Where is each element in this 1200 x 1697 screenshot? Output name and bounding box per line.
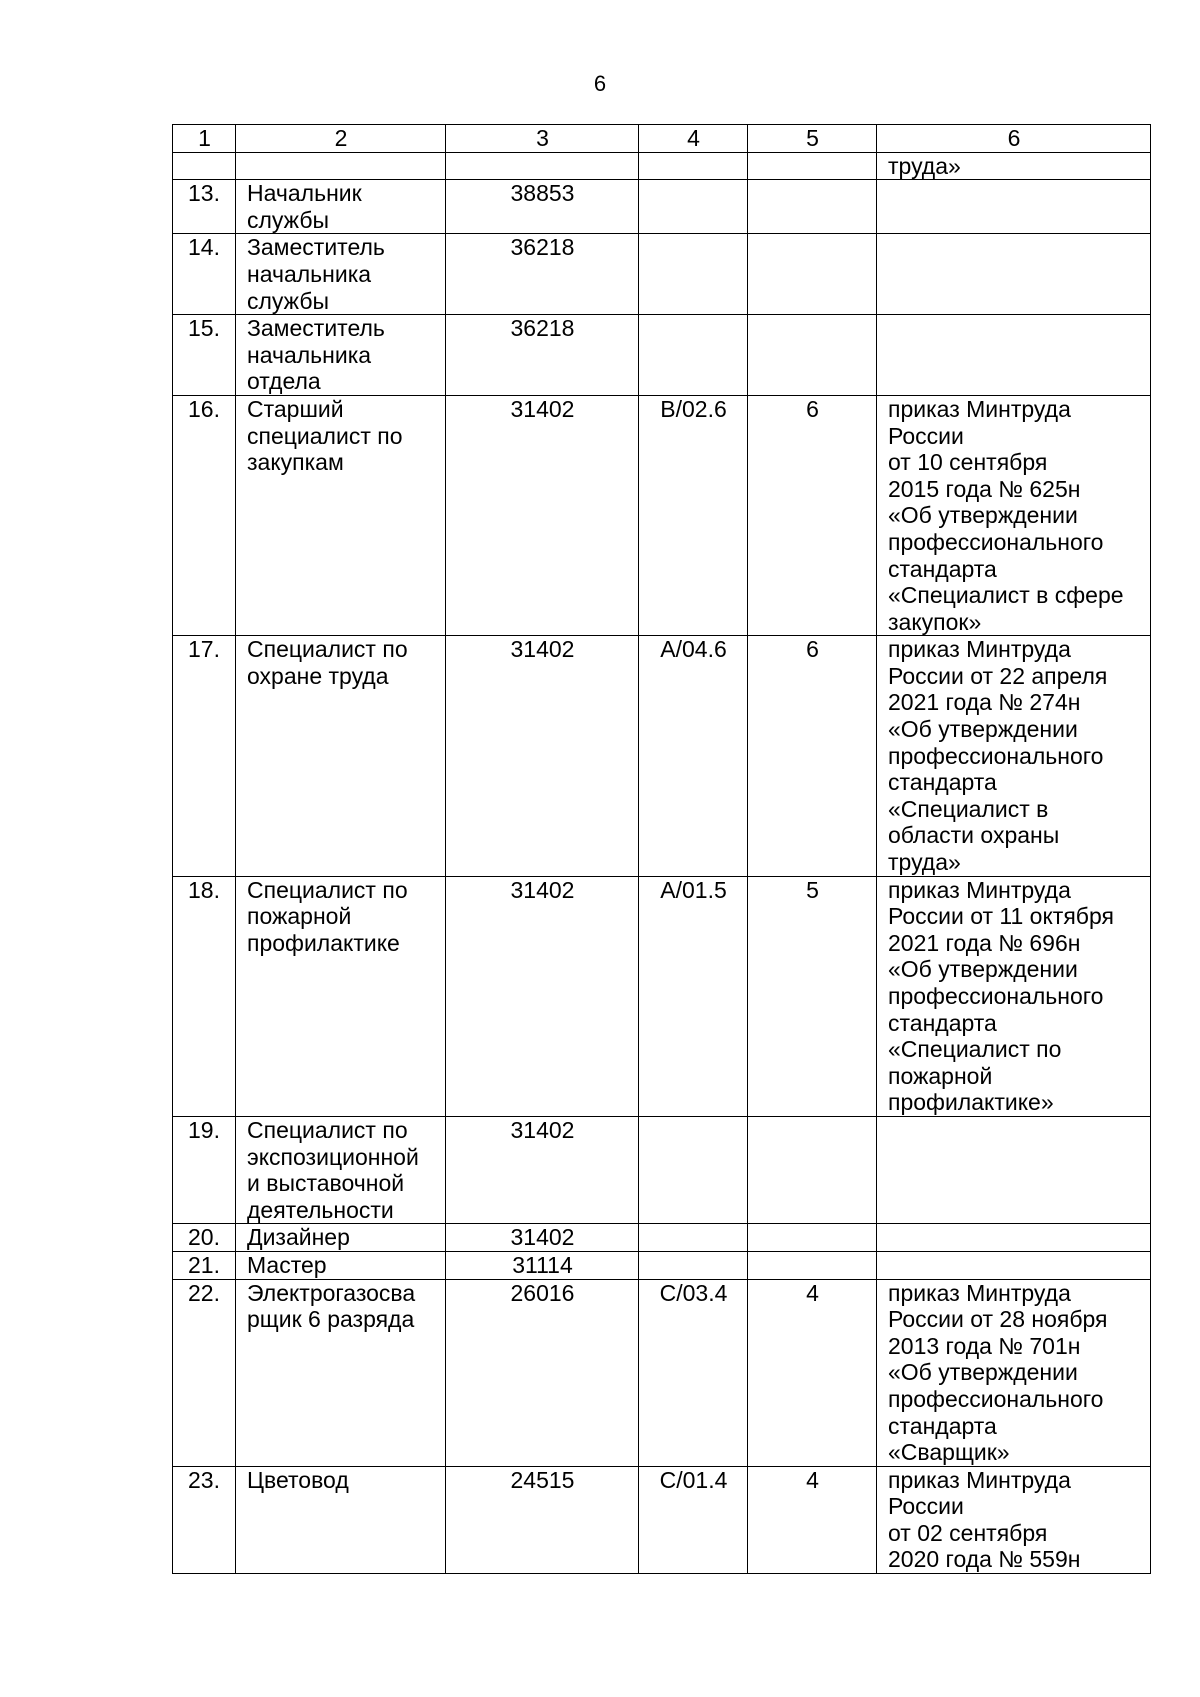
qualification-level: 4 (748, 1466, 877, 1573)
table-header-row (173, 125, 1151, 153)
function-code: С/03.4 (639, 1279, 748, 1466)
row-number: 19. (173, 1116, 236, 1223)
position-code: 31402 (446, 1224, 639, 1252)
professional-standard (877, 1224, 1151, 1252)
position-name: Специалист по охране труда (236, 636, 446, 876)
table-row (173, 395, 1151, 635)
position-code: 26016 (446, 1279, 639, 1466)
table-row (173, 1466, 1151, 1573)
row-number: 18. (173, 876, 236, 1116)
header-cell: 6 (877, 125, 1151, 153)
function-code: А/04.6 (639, 636, 748, 876)
function-code: С/01.4 (639, 1466, 748, 1573)
position-name: Старший специалист по закупкам (236, 395, 446, 635)
function-code (639, 1116, 748, 1223)
position-name: Начальник службы (236, 180, 446, 234)
qualification-level (748, 1224, 877, 1252)
professional-standard (877, 315, 1151, 396)
professional-standard (877, 1116, 1151, 1223)
table-row (173, 1251, 1151, 1279)
position-code: 36218 (446, 234, 639, 315)
table-row (173, 636, 1151, 876)
professional-standard: приказ Минтруда России от 28 ноября 2013 года № 701н «Об утверждении профессионального стандарта «Сварщик» (877, 1279, 1151, 1466)
table-row (173, 1224, 1151, 1252)
table-row (173, 1116, 1151, 1223)
position-name: Мастер (236, 1251, 446, 1279)
page-number: 6 (593, 71, 607, 96)
qualification-level (748, 234, 877, 315)
header-cell: 4 (639, 125, 748, 153)
professional-standard (877, 1251, 1151, 1279)
table-row (173, 876, 1151, 1116)
position-code: 38853 (446, 180, 639, 234)
qualification-level (748, 1251, 877, 1279)
position-name: Цветовод (236, 1466, 446, 1573)
table-row (173, 234, 1151, 315)
qualification-level: 6 (748, 395, 877, 635)
professional-standard: приказ Минтруда России от 02 сентября 2020 года № 559н (877, 1466, 1151, 1573)
position-name: Заместитель начальника службы (236, 234, 446, 315)
positions-table (172, 124, 1151, 1574)
position-code: 31402 (446, 395, 639, 635)
header-cell: 5 (748, 125, 877, 153)
table-row (173, 152, 1151, 180)
professional-standard: труда» (877, 152, 1151, 180)
qualification-level: 4 (748, 1279, 877, 1466)
function-code: В/02.6 (639, 395, 748, 635)
qualification-level (748, 180, 877, 234)
function-code (639, 1224, 748, 1252)
function-code (639, 234, 748, 315)
row-number: 16. (173, 395, 236, 635)
position-code (446, 152, 639, 180)
row-number: 20. (173, 1224, 236, 1252)
position-code: 24515 (446, 1466, 639, 1573)
row-number: 15. (173, 315, 236, 396)
position-name (236, 152, 446, 180)
professional-standard (877, 180, 1151, 234)
position-name: Дизайнер (236, 1224, 446, 1252)
qualification-level (748, 152, 877, 180)
row-number: 23. (173, 1466, 236, 1573)
position-name: Электрогазосва рщик 6 разряда (236, 1279, 446, 1466)
qualification-level: 6 (748, 636, 877, 876)
qualification-level (748, 315, 877, 396)
position-code: 31402 (446, 876, 639, 1116)
table-row (173, 180, 1151, 234)
table-row (173, 315, 1151, 396)
row-number (173, 152, 236, 180)
qualification-level (748, 1116, 877, 1223)
professional-standard: приказ Минтруда России от 10 сентября 2015 года № 625н «Об утверждении профессионального стандарта «Специалист в сфере закупок» (877, 395, 1151, 635)
professional-standard (877, 234, 1151, 315)
table-row (173, 1279, 1151, 1466)
header-cell: 2 (236, 125, 446, 153)
position-name: Специалист по экспозиционной и выставочной деятельности (236, 1116, 446, 1223)
position-code: 31402 (446, 1116, 639, 1223)
position-name: Заместитель начальника отдела (236, 315, 446, 396)
function-code (639, 152, 748, 180)
row-number: 21. (173, 1251, 236, 1279)
position-code: 31114 (446, 1251, 639, 1279)
position-name: Специалист по пожарной профилактике (236, 876, 446, 1116)
row-number: 22. (173, 1279, 236, 1466)
function-code: А/01.5 (639, 876, 748, 1116)
function-code (639, 1251, 748, 1279)
function-code (639, 315, 748, 396)
row-number: 13. (173, 180, 236, 234)
row-number: 14. (173, 234, 236, 315)
row-number: 17. (173, 636, 236, 876)
header-cell: 1 (173, 125, 236, 153)
professional-standard: приказ Минтруда России от 11 октября 2021 года № 696н «Об утверждении профессионального стандарта «Специалист по пожарной профилактике» (877, 876, 1151, 1116)
position-code: 31402 (446, 636, 639, 876)
header-cell: 3 (446, 125, 639, 153)
function-code (639, 180, 748, 234)
professional-standard: приказ Минтруда России от 22 апреля 2021 года № 274н «Об утверждении профессионального стандарта «Специалист в области охраны труда» (877, 636, 1151, 876)
position-code: 36218 (446, 315, 639, 396)
qualification-level: 5 (748, 876, 877, 1116)
